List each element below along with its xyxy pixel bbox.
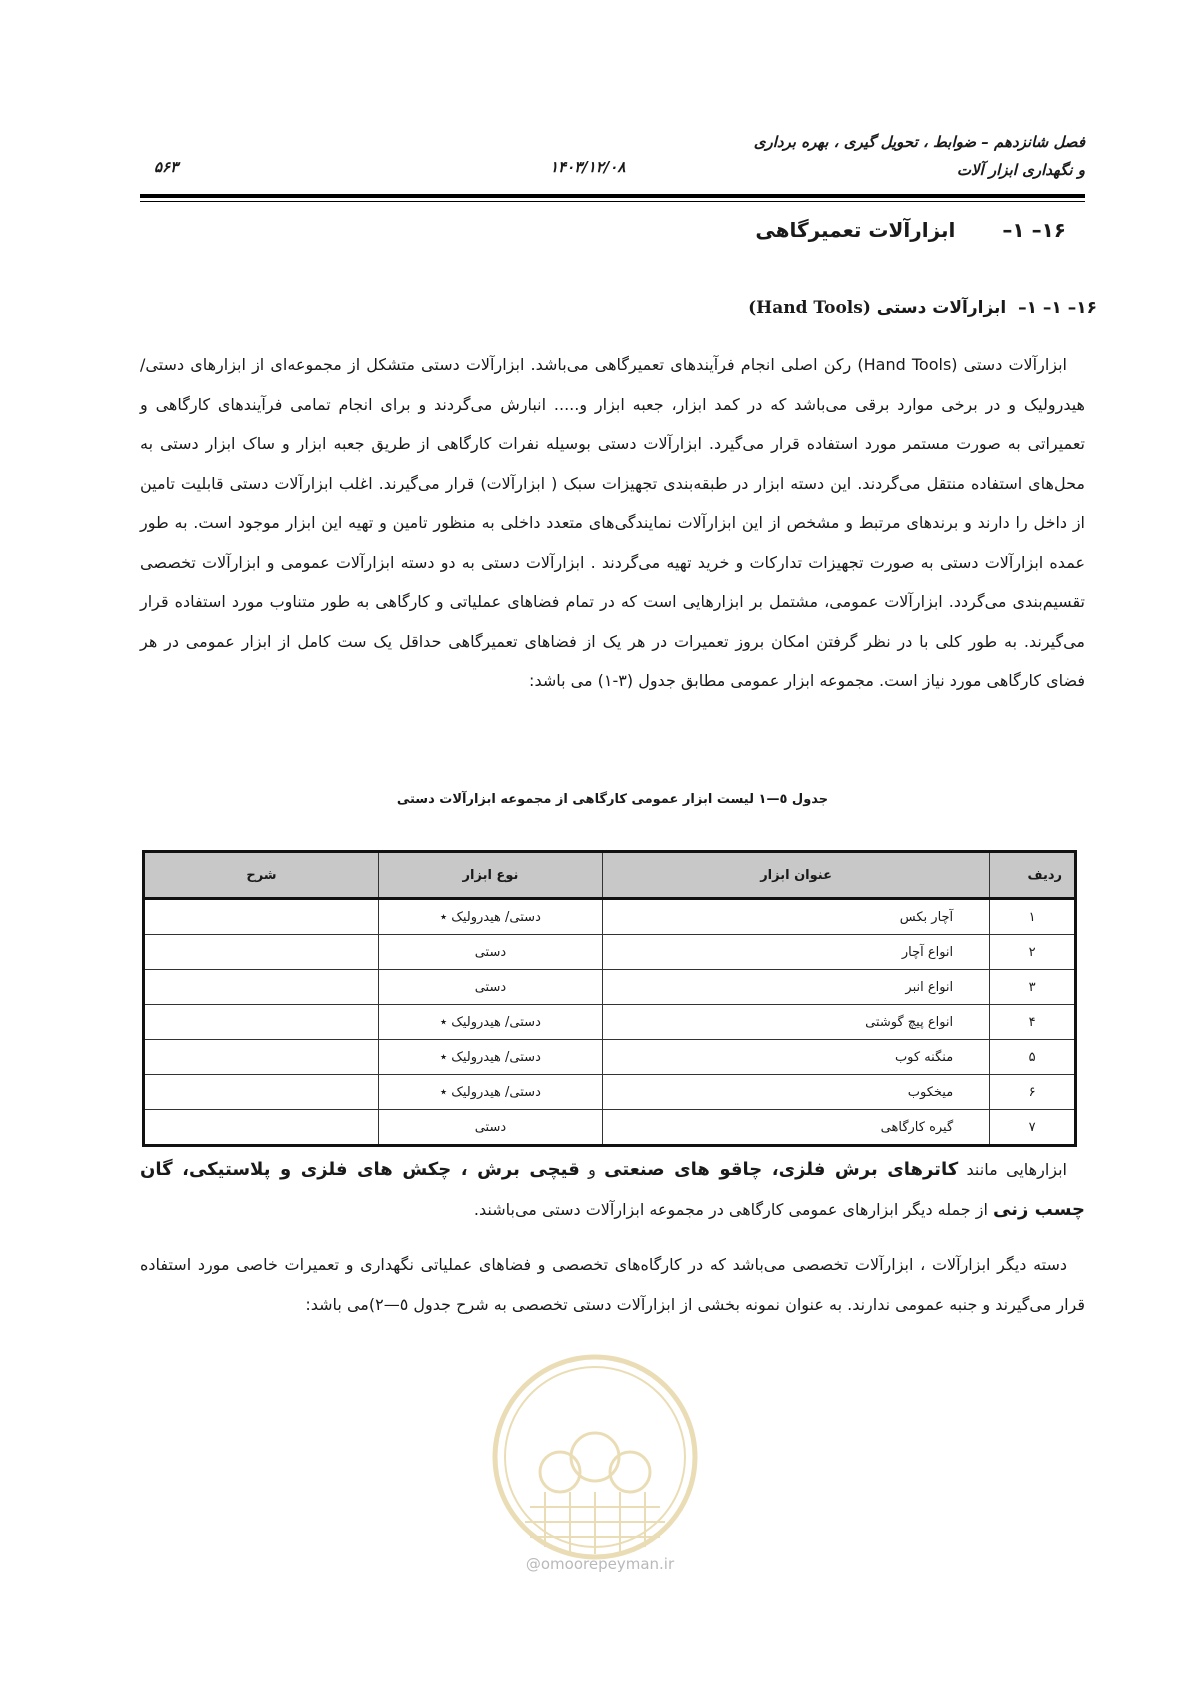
- tool-name: گیره کارگاهی: [602, 1110, 989, 1146]
- table-row: [144, 935, 1076, 970]
- header-tool-type: نوع ابزار: [378, 852, 602, 899]
- tool-name: انواع پیچ گوشتی: [602, 1005, 989, 1040]
- subsection-heading: [748, 298, 1097, 318]
- watermark-logo: [490, 1342, 700, 1572]
- chapter-title-line2: و نگهداری ابزار آلات: [956, 161, 1085, 179]
- tool-description: [144, 899, 379, 935]
- table-row: [144, 1005, 1076, 1040]
- header-rule-thick: [140, 194, 1085, 198]
- tool-type: دستی: [378, 970, 602, 1005]
- tool-type: دستی: [378, 1110, 602, 1146]
- section-title: ابزارآلات تعمیرگاهی: [755, 218, 956, 242]
- table-row: [144, 970, 1076, 1005]
- paragraph-span: از جمله دیگر ابزارهای عمومی کارگاهی در مجموعه ابزارآلات دستی می‌باشند.: [473, 1199, 994, 1219]
- header-rule-thin: [140, 201, 1085, 202]
- tool-name: انواع آچار: [602, 935, 989, 970]
- row-number: ۱: [990, 899, 1076, 935]
- row-number: ۴: [990, 1005, 1076, 1040]
- paragraph-bold: کاترهای برش فلزی، چاقو های صنعتی: [604, 1159, 959, 1180]
- tool-type: دستی/ هیدرولیک ٭: [378, 1075, 602, 1110]
- row-number: ۷: [990, 1110, 1076, 1146]
- subsection-title-en: (Hand Tools): [748, 298, 871, 318]
- tool-description: [144, 1110, 379, 1146]
- table-row: [144, 1075, 1076, 1110]
- table-row: [144, 899, 1076, 935]
- table-header-row: [144, 852, 1076, 899]
- table-row: [144, 1040, 1076, 1075]
- tool-type: دستی: [378, 935, 602, 970]
- row-number: ۵: [990, 1040, 1076, 1075]
- header-tool-name: عنوان ابزار: [602, 852, 989, 899]
- paragraph-text: دسته دیگر ابزارآلات ، ابزارآلات تخصصی می‌باشد که در کارگاه‌های تخصصی و فضاهای عملیاتی نگهداری و تعمیرات خاصی مورد استفاده قرار می‌گیرند و جنبه عمومی ندارند. به عنوان نمونه بخشی از ابزارآلات دستی تخصصی به شرح جدول ٥—۲)می باشد:: [140, 1255, 1085, 1314]
- tool-type: دستی/ هیدرولیک ٭: [378, 1005, 602, 1040]
- paragraph-span: ابزارهایی مانند: [958, 1160, 1067, 1179]
- tool-description: [144, 1075, 379, 1110]
- general-tools-table: [142, 850, 1077, 1147]
- chapter-title: [754, 128, 1085, 184]
- page-number: ۵۶۳: [154, 158, 179, 176]
- tool-name: انواع انبر: [602, 970, 989, 1005]
- tool-description: [144, 970, 379, 1005]
- paragraph-bold: قیچی برش ، چکش های فلزی و پلاستیکی، گان چسب زنی: [140, 1159, 1085, 1220]
- tool-description: [144, 935, 379, 970]
- section-heading: [755, 218, 1066, 242]
- paragraph-text: ابزارآلات دستی (Hand Tools) رکن اصلی انجام فرآیندهای تعمیرگاهی می‌باشد. ابزارآلات دستی متشکل از مجموعه‌ای از ابزارهای دستی/ هیدرولیک و در برخی موارد برقی می‌باشد که در کمد ابزار، جعبه ابزار و..... انبارش می‌گردند و برای انجام تمامی فرآیندهای کارگاهی و تعمیراتی به صورت مستمر مورد استفاده قرار می‌گیرد. ابزارآلات دستی بوسیله نفرات کارگاهی از طریق جعبه ابزار و ساک ابزار دستی به محل‌های استفاده منتقل می‌گردند. این دسته ابزار در طبقه‌بندی تجهیزات سبک ( ابزارآلات) قرار می‌گیرند. اغلب ابزارآلات دستی قابلیت تامین از داخل را دارند و برندهای مرتبط و مشخص از این ابزارآلات نمایندگی‌های متعدد داخلی به منظور تامین و تهیه این ابزار موجود است. به طور عمده ابزارآلات دستی به صورت تجهیزات تدارکات و خرید تهیه می‌گردند . ابزارآلات دستی به دو دسته ابزارآلات عمومی و ابزارآلات تخصصی تقسیم‌بندی می‌گردد. ابزارآلات عمومی، مشتمل بر ابزارهایی است که در تمام فضاهای عملیاتی و کارگاهی به طور متناوب مورد استفاده قرار می‌گیرند. به طور کلی با در نظر گرفتن امکان بروز تعمیرات در هر یک از فضاهای تعمیرگاهی حداقل یک ست کامل از ابزار عمومی در هر فضای کارگاهی مورد نیاز است. مجموعه ابزار عمومی مطابق جدول (۳-۱) می باشد:: [140, 355, 1085, 690]
- row-number: ۲: [990, 935, 1076, 970]
- header-date: ۱۴۰۳/۱۲/۰۸: [550, 158, 626, 176]
- header-description: شرح: [144, 852, 379, 899]
- tool-type: دستی/ هیدرولیک ٭: [378, 1040, 602, 1075]
- paragraph-text: [140, 1150, 1085, 1229]
- chapter-title-line1: فصل شانزدهم – ضوابط ، تحویل گیری ، بهره برداری: [753, 133, 1085, 151]
- subsection-title: ابزارآلات دستی: [876, 298, 1007, 318]
- tool-description: [144, 1005, 379, 1040]
- section-number: ۱۶– ۱–: [1002, 218, 1066, 242]
- watermark-url: @omoorepeyman.ir: [525, 1555, 675, 1573]
- header-row-number: ردیف: [990, 852, 1076, 899]
- tool-name: آچار بکس: [602, 899, 989, 935]
- table-caption: جدول ٥—۱ لیست ابزار عمومی کارگاهی از مجموعه ابزارآلات دستی: [396, 792, 829, 807]
- tool-name: میخکوب: [602, 1075, 989, 1110]
- tool-type: دستی/ هیدرولیک ٭: [378, 899, 602, 935]
- table-row: [144, 1110, 1076, 1146]
- paragraph-hand-tools: [140, 345, 1085, 701]
- paragraph-general-tools: [140, 1150, 1085, 1229]
- row-number: ۳: [990, 970, 1076, 1005]
- tool-description: [144, 1040, 379, 1075]
- paragraph-specialized-tools: [140, 1245, 1085, 1324]
- paragraph-span: و: [579, 1160, 605, 1179]
- page-header: [140, 128, 1085, 194]
- tool-name: منگنه کوب: [602, 1040, 989, 1075]
- row-number: ۶: [990, 1075, 1076, 1110]
- subsection-number: ۱۶– ۱– ۱–: [1018, 298, 1097, 318]
